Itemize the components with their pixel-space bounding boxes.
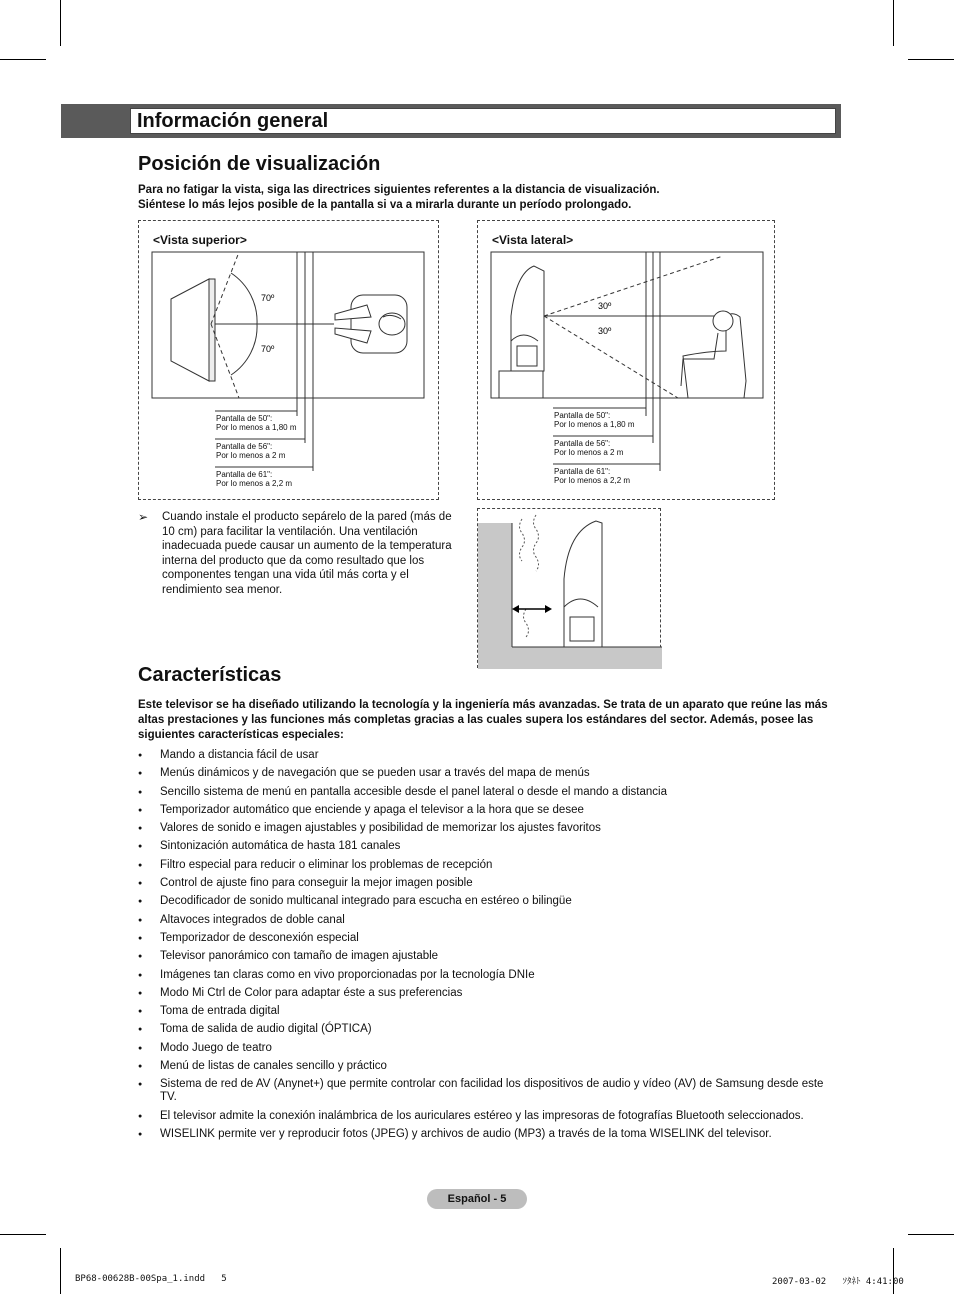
footer-timestamp: 2007-03-02 ｿﾀﾈﾄ 4:41:00 — [772, 1277, 904, 1287]
features-list — [138, 749, 843, 1146]
wall-clearance-diagram — [478, 509, 662, 669]
side-dist-1-size: Pantalla de 50": — [554, 411, 611, 420]
list-item: ● Menús dinámicos y de navegación que se pueden usar a través del mapa de menús — [138, 767, 843, 780]
side-dist-2 — [554, 439, 623, 457]
top-dist-2-dist: Por lo menos a 2 m — [216, 451, 286, 460]
crop-mark — [908, 1234, 954, 1235]
features-intro: Este televisor se ha diseñado utilizando la tecnología y la ingeniería más avanzadas. Se trata de un aparato que reúne las más altas prestaciones y las funciones más completas gracias a las cuales supera los estándares del sector. Además, posee las siguientes características especiales: — [138, 699, 828, 741]
list-item: ● Control de ajuste fino para conseguir la mejor imagen posible — [138, 877, 843, 890]
side-dist-3-dist: Por lo menos a 2,2 m — [554, 476, 631, 485]
list-item: ● WISELINK permite ver y reproducir fotos (JPEG) y archivos de audio (MP3) a través de la toma WISELINK del televisor. — [138, 1128, 843, 1141]
top-dist-1-dist: Por lo menos a 1,80 m — [216, 423, 297, 432]
top-dist-2 — [216, 442, 285, 460]
side-angle-lower: 30º — [598, 326, 612, 336]
side-dist-1 — [554, 411, 634, 429]
side-dist-3 — [554, 467, 630, 485]
top-angle-lower: 70º — [261, 344, 275, 354]
list-item: ● Menú de listas de canales sencillo y práctico — [138, 1060, 843, 1073]
note-arrow-icon: ➢ — [138, 510, 149, 524]
viewing-intro-2: Siéntese lo más lejos posible de la pantalla si va a mirarla durante un período prolongado. — [138, 199, 632, 211]
viewing-title: Posición de visualización — [138, 153, 381, 175]
list-item: ● Modo Juego de teatro — [138, 1042, 843, 1055]
list-item: ● Mando a distancia fácil de usar — [138, 749, 843, 762]
top-view-panel — [138, 220, 439, 500]
viewing-intro-1: Para no fatigar la vista, siga las directrices siguientes referentes a la distancia de visualización. — [138, 184, 660, 196]
crop-mark — [60, 1248, 61, 1294]
top-view-label: <Vista superior> — [153, 233, 247, 247]
ventilation-note — [138, 510, 463, 597]
header-box — [130, 108, 836, 134]
crop-mark — [893, 1248, 894, 1294]
crop-mark — [0, 59, 46, 60]
crop-mark — [60, 0, 61, 46]
list-item: ● El televisor admite la conexión inalámbrica de los auriculares estéreo y las impresoras de fotografías Bluetooth seleccionados. — [138, 1110, 843, 1123]
crop-mark — [908, 59, 954, 60]
list-item: ● Sencillo sistema de menú en pantalla accesible desde el panel lateral o desde el mando a distancia — [138, 786, 843, 799]
crop-mark — [893, 0, 894, 46]
side-dist-1-dist: Por lo menos a 1,80 m — [554, 420, 635, 429]
top-dist-1-size: Pantalla de 50": — [216, 414, 273, 423]
top-dist-2-size: Pantalla de 56": — [216, 442, 273, 451]
wall-clearance-panel — [477, 508, 661, 668]
top-dist-3 — [216, 470, 292, 488]
note-text: Cuando instale el producto sepárelo de la pared (más de 10 cm) para facilitar la ventilación. Una ventilación inadecuada puede causar un aumento de la temperatura interna del producto que da como resultado que los componentes tengan una vida útil más corta y el rendimiento sea menor. — [162, 511, 452, 596]
footer-file: BP68-00628B-00Spa_1.indd 5 — [75, 1274, 227, 1284]
list-item: ● Altavoces integrados de doble canal — [138, 914, 843, 927]
list-item: ● Temporizador automático que enciende y apaga el televisor a la hora que se desee — [138, 804, 843, 817]
list-item: ● Toma de salida de audio digital (ÓPTICA) — [138, 1023, 843, 1036]
list-item: ● Televisor panorámico con tamaño de imagen ajustable — [138, 950, 843, 963]
page-number: Español - 5 — [427, 1189, 527, 1209]
top-angle-upper: 70º — [261, 293, 275, 303]
header-title: Información general — [137, 110, 329, 132]
top-view-diagram — [139, 221, 440, 501]
viewer-side-icon — [681, 311, 746, 398]
side-dist-2-size: Pantalla de 56": — [554, 439, 611, 448]
list-item: ● Modo Mi Ctrl de Color para adaptar éste a sus preferencias — [138, 987, 843, 1000]
list-item: ● Filtro especial para reducir o eliminar los problemas de recepción — [138, 859, 843, 872]
side-angle-upper: 30º — [598, 301, 612, 311]
features-title: Características — [138, 664, 282, 686]
list-item: ● Sintonización automática de hasta 181 canales — [138, 840, 843, 853]
list-item: ● Toma de entrada digital — [138, 1005, 843, 1018]
list-item: ● Decodificador de sonido multicanal integrado para escucha en estéreo o bilingüe — [138, 895, 843, 908]
list-item: ● Valores de sonido e imagen ajustables y posibilidad de memorizar los ajustes favoritos — [138, 822, 843, 835]
side-dist-2-dist: Por lo menos a 2 m — [554, 448, 624, 457]
top-dist-1 — [216, 414, 296, 432]
list-item: ● Imágenes tan claras como en vivo proporcionadas por la tecnología DNIe — [138, 969, 843, 982]
viewer-top-icon — [335, 295, 407, 353]
list-item: ● Temporizador de desconexión especial — [138, 932, 843, 945]
side-view-diagram — [478, 221, 776, 501]
list-item: ● Sistema de red de AV (Anynet+) que permite controlar con facilidad los dispositivos de audio y vídeo (AV) de Samsung desde este TV. — [138, 1078, 843, 1104]
crop-mark — [0, 1234, 46, 1235]
top-dist-3-dist: Por lo menos a 2,2 m — [216, 479, 293, 488]
side-dist-3-size: Pantalla de 61": — [554, 467, 611, 476]
top-dist-3-size: Pantalla de 61": — [216, 470, 273, 479]
side-view-panel — [477, 220, 775, 500]
side-view-label: <Vista lateral> — [492, 233, 574, 247]
